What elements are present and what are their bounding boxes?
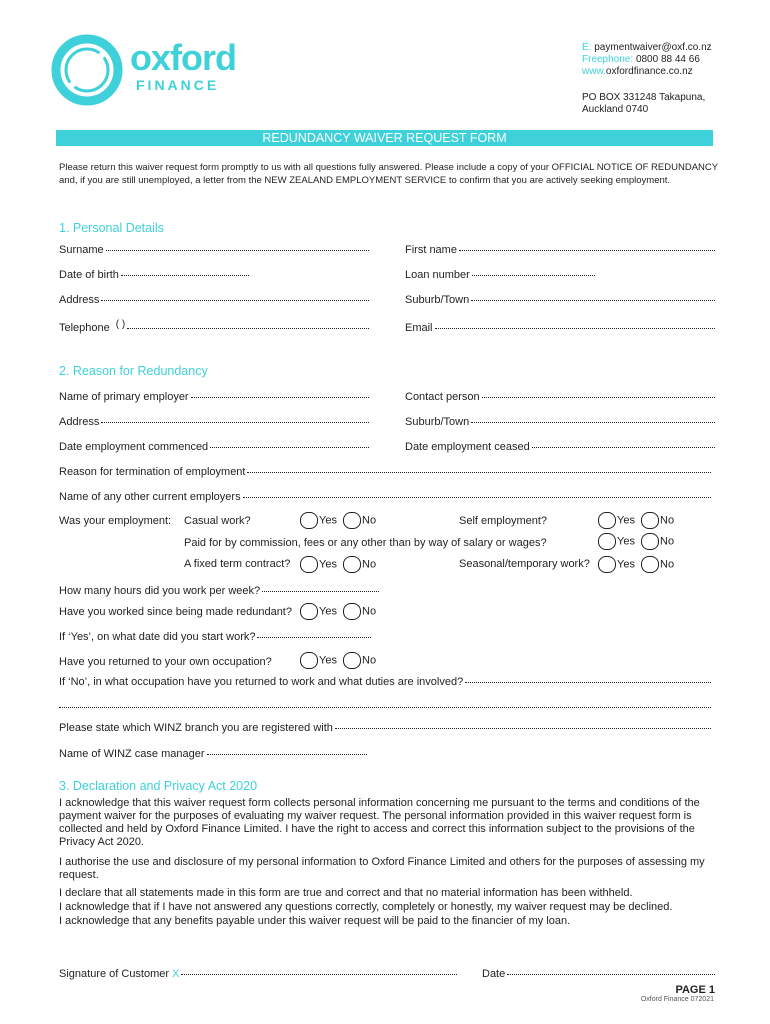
worked-since-label: Have you worked since being made redundant?	[59, 606, 292, 618]
self-no-radio[interactable]	[641, 512, 659, 529]
first-name-field[interactable]: First name	[405, 244, 715, 256]
address-field[interactable]: Address	[59, 294, 369, 306]
termination-reason-field[interactable]: Reason for termination of employment	[59, 466, 711, 478]
employer-address-field[interactable]: Address	[59, 416, 369, 428]
returned-no-option[interactable]: No	[343, 652, 376, 669]
seasonal-no-option[interactable]: No	[641, 556, 674, 573]
commission-no-radio[interactable]	[641, 533, 659, 550]
form-title-bar	[56, 130, 713, 146]
suburb-field[interactable]: Suburb/Town	[405, 294, 715, 306]
contact-block	[582, 42, 712, 116]
declaration-p2: I authorise the use and disclosure of my personal information to Oxford Finance Limited and others for the purposes of assessing my request.	[59, 856, 705, 881]
oxford-logo	[50, 33, 260, 107]
fixed-term-label: A fixed term contract?	[184, 558, 291, 570]
contact-email: E: paymentwaiver@oxf.co.nz	[582, 42, 712, 53]
date-commenced-field[interactable]: Date employment commenced	[59, 441, 369, 453]
fixed-no-option[interactable]: No	[343, 556, 376, 573]
self-no-option[interactable]: No	[641, 512, 674, 529]
form-title: REDUNDANCY WAIVER REQUEST FORM	[262, 131, 507, 145]
signature-field[interactable]: Signature of Customer X	[59, 968, 457, 980]
section3-title: 3. Declaration and Privacy Act 2020	[59, 779, 258, 793]
commission-label: Paid for by commission, fees or any other than by way of salary or wages?	[184, 537, 547, 549]
declaration-p5: I acknowledge that any benefits payable under this waiver request will be paid to the financier of my loan.	[59, 915, 571, 927]
worked-no-radio[interactable]	[343, 603, 361, 620]
occupation-continuation-line[interactable]	[59, 707, 711, 708]
hours-field[interactable]: How many hours did you work per week?	[59, 585, 379, 597]
logo-brand: oxford	[130, 37, 236, 78]
seasonal-label: Seasonal/temporary work?	[459, 558, 590, 570]
returned-yes-radio[interactable]	[300, 652, 318, 669]
casual-yes-radio[interactable]	[300, 512, 318, 529]
commission-yes-option[interactable]: Yes	[598, 533, 635, 550]
seasonal-yes-radio[interactable]	[598, 556, 616, 573]
intro-text: Please return this waiver request form promptly to us with all questions fully answered. Please include a copy of your OFFICIAL NOTICE OF REDUNDANCY and, if you are still unemployed, a letter from the NEW ZEALAND EMPLOYMENT SERVICE to confirm that you are actively seeking employment.	[59, 162, 718, 186]
fixed-yes-option[interactable]: Yes	[300, 556, 337, 573]
oxford-logo-mark	[50, 33, 124, 107]
loan-number-field[interactable]: Loan number	[405, 269, 595, 281]
returned-yes-option[interactable]: Yes	[300, 652, 337, 669]
start-date-field[interactable]: If ‘Yes’, on what date did you start work?	[59, 631, 371, 643]
logo-sub: FINANCE	[136, 77, 220, 93]
contact-address1: PO BOX 331248 Takapuna,	[582, 92, 706, 103]
winz-branch-field[interactable]: Please state which WINZ branch you are registered with	[59, 722, 711, 734]
casual-label: Casual work?	[184, 515, 251, 527]
contact-phone: Freephone: 0800 88 44 66	[582, 54, 700, 65]
email-field[interactable]: Email	[405, 322, 715, 334]
employer-suburb-field[interactable]: Suburb/Town	[405, 416, 715, 428]
contact-person-field[interactable]: Contact person	[405, 391, 715, 403]
section1-title: 1. Personal Details	[59, 221, 164, 235]
dob-field[interactable]: Date of birth	[59, 269, 249, 281]
casual-yes-option[interactable]: Yes	[300, 512, 337, 529]
contact-web: www.oxfordfinance.co.nz	[582, 66, 693, 77]
self-employment-label: Self employment?	[459, 515, 548, 527]
tel-area-code: ( )	[115, 319, 126, 330]
page-number: PAGE 1	[675, 984, 715, 996]
declaration-p3: I declare that all statements made in this form are true and correct and that no material information has been withheld.	[59, 887, 633, 899]
other-occupation-field[interactable]: If ‘No’, in what occupation have you returned to work and what duties are involved?	[59, 676, 711, 688]
worked-yes-radio[interactable]	[300, 603, 318, 620]
surname-field[interactable]: Surname	[59, 244, 369, 256]
commission-yes-radio[interactable]	[598, 533, 616, 550]
winz-manager-field[interactable]: Name of WINZ case manager	[59, 748, 367, 760]
returned-no-radio[interactable]	[343, 652, 361, 669]
form-code: Oxford Finance 072021	[640, 996, 714, 1003]
self-yes-radio[interactable]	[598, 512, 616, 529]
date-ceased-field[interactable]: Date employment ceased	[405, 441, 715, 453]
contact-address2: Auckland 0740	[582, 104, 649, 115]
commission-no-option[interactable]: No	[641, 533, 674, 550]
telephone-field[interactable]: Telephone ( )	[59, 322, 369, 334]
worked-no-option[interactable]: No	[343, 603, 376, 620]
date-field[interactable]: Date	[482, 968, 715, 980]
declaration-p1: I acknowledge that this waiver request form collects personal information concerning me pursuant to the terms and conditions of the payment waiver for the purposes of evaluating my waiver request. The personal information provided in this waiver request form is collected and held by Oxford Finance Limited. I have the right to access and correct this information subject to the provisions of the Privacy Act 2020.	[59, 797, 700, 848]
fixed-no-radio[interactable]	[343, 556, 361, 573]
worked-yes-option[interactable]: Yes	[300, 603, 337, 620]
seasonal-no-radio[interactable]	[641, 556, 659, 573]
seasonal-yes-option[interactable]: Yes	[598, 556, 635, 573]
section2-title: 2. Reason for Redundancy	[59, 364, 208, 378]
self-yes-option[interactable]: Yes	[598, 512, 635, 529]
was-employment-label: Was your employment:	[59, 515, 172, 527]
other-employers-field[interactable]: Name of any other current employers	[59, 491, 711, 503]
casual-no-option[interactable]: No	[343, 512, 376, 529]
casual-no-radio[interactable]	[343, 512, 361, 529]
fixed-yes-radio[interactable]	[300, 556, 318, 573]
signature-x-mark: X	[172, 968, 180, 980]
declaration-p4: I acknowledge that if I have not answered any questions correctly, completely or honestly, my waiver request may be declined.	[59, 901, 673, 913]
employer-field[interactable]: Name of primary employer	[59, 391, 369, 403]
returned-label: Have you returned to your own occupation?	[59, 656, 272, 668]
